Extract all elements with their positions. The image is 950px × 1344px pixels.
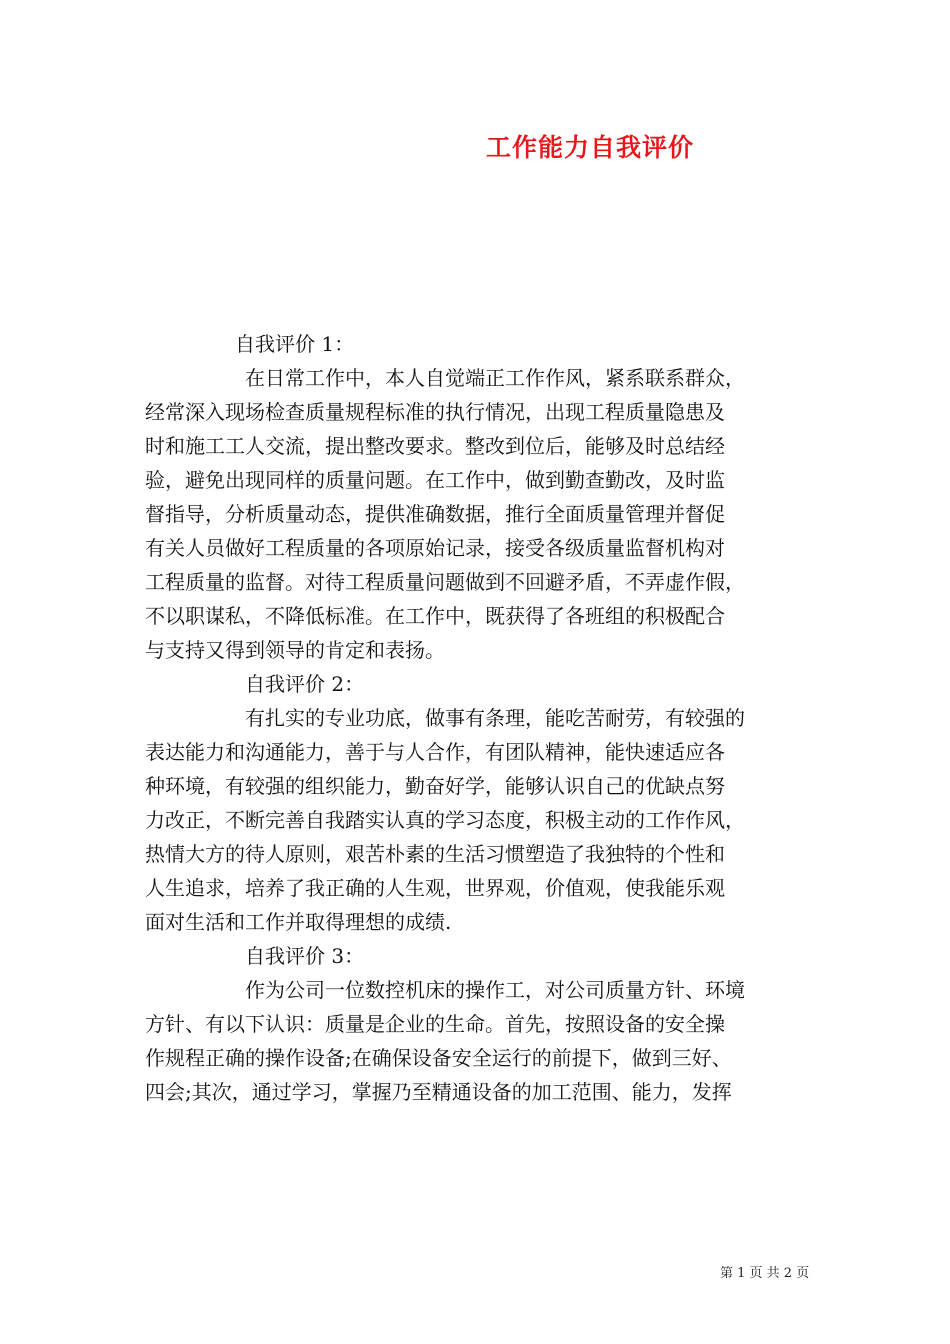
paragraph-line: 经常深入现场检查质量规程标准的执行情况，出现工程质量隐患及 (145, 400, 725, 424)
paragraph-line: 时和施工工人交流，提出整改要求。整改到位后，能够及时总结经 (145, 434, 725, 458)
section-heading-1: 自我评价 1： (235, 332, 355, 356)
section-heading-2: 自我评价 2： (245, 672, 365, 696)
paragraph-line: 有扎实的专业功底，做事有条理，能吃苦耐劳，有较强的 (245, 706, 745, 730)
paragraph-line: 与支持又得到领导的肯定和表扬。 (145, 638, 445, 662)
paragraph-line: 表达能力和沟通能力，善于与人合作，有团队精神，能快速适应各 (145, 740, 725, 764)
paragraph-line: 督指导，分析质量动态，提供准确数据，推行全面质量管理并督促 (145, 502, 725, 526)
paragraph-line: 作规程正确的操作设备;在确保设备安全运行的前提下，做到三好、 (145, 1046, 732, 1070)
paragraph-line: 有关人员做好工程质量的各项原始记录，接受各级质量监督机构对 (145, 536, 725, 560)
paragraph-line: 力改正，不断完善自我踏实认真的学习态度，积极主动的工作作风， (145, 808, 745, 832)
paragraph-line: 四会;其次，通过学习，掌握乃至精通设备的加工范围、能力，发挥 (145, 1080, 732, 1104)
paragraph-line: 工程质量的监督。对待工程质量问题做到不回避矛盾，不弄虚作假， (145, 570, 745, 594)
paragraph-line: 面对生活和工作并取得理想的成绩. (145, 910, 452, 934)
section-heading-3: 自我评价 3： (245, 944, 365, 968)
paragraph-line: 种环境，有较强的组织能力，勤奋好学，能够认识自己的优缺点努 (145, 774, 725, 798)
paragraph-line: 验，避免出现同样的质量问题。在工作中，做到勤查勤改，及时监 (145, 468, 725, 492)
paragraph-line: 作为公司一位数控机床的操作工，对公司质量方针、环境 (245, 978, 745, 1002)
paragraph-line: 人生追求，培养了我正确的人生观，世界观，价值观，使我能乐观 (145, 876, 725, 900)
page-number-footer: 第 1 页 共 2 页 (720, 1266, 810, 1281)
paragraph-line: 方针、有以下认识：质量是企业的生命。首先，按照设备的安全操 (145, 1012, 725, 1036)
paragraph-line: 热情大方的待人原则，艰苦朴素的生活习惯塑造了我独特的个性和 (145, 842, 725, 866)
paragraph-line: 在日常工作中，本人自觉端正工作作风，紧系联系群众， (245, 366, 745, 390)
paragraph-line: 不以职谋私，不降低标准。在工作中，既获得了各班组的积极配合 (145, 604, 725, 628)
document-title: 工作能力自我评价 (485, 133, 694, 162)
